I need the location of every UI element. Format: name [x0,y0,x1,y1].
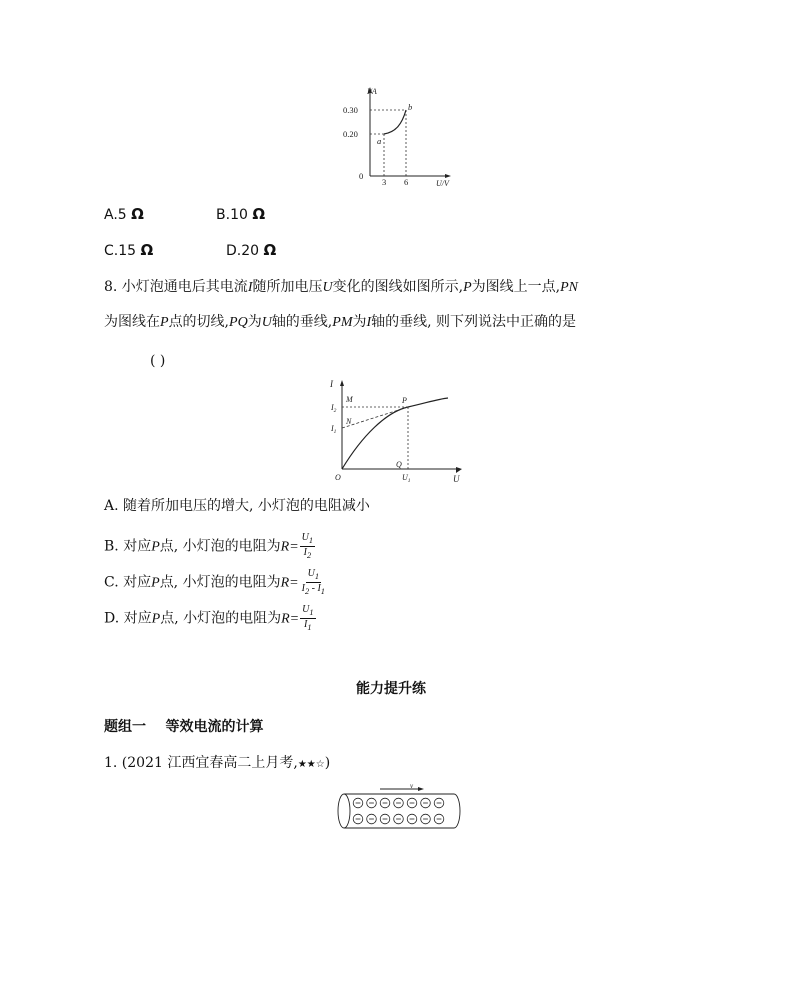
q7-option-c: C.15 Ω [104,241,154,259]
group-title: 题组一 等效电流的计算 [104,719,264,735]
ohm-symbol: Ω [140,241,154,259]
graph1-ytick-030: 0.30 [343,105,358,115]
q8-stem-line1: 8. 小灯泡通电后其电流I随所加电压U变化的图线如图所示,P为图线上一点,PN [104,279,578,295]
conductor-diagram [332,780,464,832]
ion-grid [353,798,444,824]
graph2-label-P: P [402,396,407,405]
graph-current-voltage-1 [340,82,460,192]
fraction: $\frac{U_1}{I_1}$ [302,604,314,632]
graph2-label-Q: Q [396,460,402,469]
fraction: $\frac{U_1}{I_2}$ [301,532,314,560]
graph1-xtick-6: 6 [404,177,409,187]
graph1-origin: 0 [359,171,364,181]
q7-option-d: D.20 Ω [226,241,277,259]
graph2-label-U1: $U_1$ [402,473,411,484]
ohm-symbol: Ω [131,205,144,223]
q8-option-d: D. 对应P点, 小灯泡的电阻为R= $\frac{U_1}{I_1}$ [104,604,314,632]
section-title: 能力提升练 [356,681,426,697]
q8-option-c: C. 对应P点, 小灯泡的电阻为R= $\frac{U_1}{I_2 - I_1}$ [104,568,325,596]
difficulty-stars-icon: ★★☆ [297,759,325,770]
ohm-symbol: Ω [263,241,277,259]
graph1-ytick-020: 0.20 [343,129,358,139]
q8-option-b: B. 对应P点, 小灯泡的电阻为R= $\frac{U_1}{I_2}$ [104,532,314,560]
graph1-xtick-3: 3 [382,177,387,187]
graph1-y-label: I/A [367,87,377,96]
graph2-label-I2: $I_2$ [331,403,337,414]
graph1-x-label: U/V [436,179,449,188]
q7-option-a: A.5 Ω [104,205,144,223]
graph2-label-I1: $I_1$ [331,424,337,435]
graph2-y-label: I [330,379,333,389]
graph2-label-O: O [335,473,341,482]
q7-option-b: B.10 Ω [216,205,266,223]
q8-stem-line2: 为图线在P点的切线,PQ为U轴的垂线,PM为I轴的垂线, 则下列说法中正确的是 [104,314,577,330]
q8-option-a: A. 随着所加电压的增大, 小灯泡的电阻减小 [104,498,370,514]
graph1-point-a: a [377,136,382,146]
graph2-label-M: M [346,395,353,404]
graph2-label-N: N [346,417,352,426]
graph-current-voltage-2 [326,376,470,486]
velocity-label: v [410,782,414,790]
graph2-x-label: U [453,474,460,484]
fraction: $\frac{U_1}{I_2 - I_1}$ [301,568,325,596]
graph1-point-b: b [408,102,413,112]
q8-answer-blank: ( ) [150,353,166,369]
ohm-symbol: Ω [252,205,266,223]
q1-stem: 1. (2021 江西宜春高二上月考,★★☆) [104,755,331,771]
